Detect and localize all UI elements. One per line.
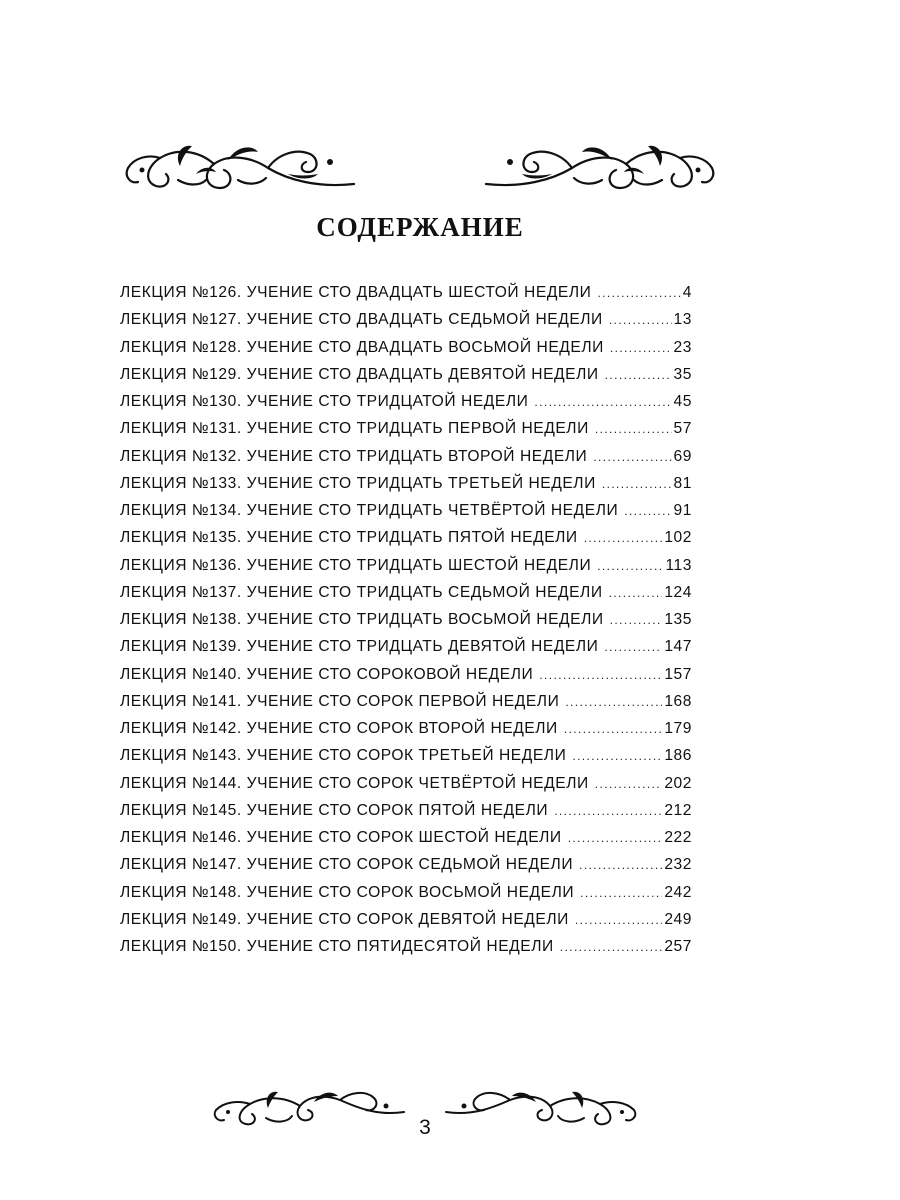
toc-dot-leader [560, 940, 663, 954]
toc-entry-label: ЛЕКЦИЯ №150. УЧЕНИЕ СТО ПЯТИДЕСЯТОЙ НЕДЕЛИ [120, 938, 554, 955]
toc-entry-page: 81 [673, 474, 692, 492]
toc-dot-leader [579, 858, 662, 872]
toc-entry [120, 720, 692, 747]
toc-entry-label: ЛЕКЦИЯ №133. УЧЕНИЕ СТО ТРИДЦАТЬ ТРЕТЬЕЙ НЕДЕЛИ [120, 474, 596, 492]
toc-dot-leader [572, 749, 662, 763]
toc-dot-leader [593, 450, 671, 464]
toc-entry [120, 666, 692, 693]
toc-entry-page: 4 [682, 284, 692, 301]
toc-entry [120, 911, 692, 938]
toc-entry-page: 179 [664, 720, 692, 737]
toc-entry [120, 448, 692, 475]
toc-entry-page: 242 [664, 883, 692, 901]
flourish-right-icon [442, 1086, 642, 1132]
toc-entry-label: ЛЕКЦИЯ №128. УЧЕНИЕ СТО ДВАДЦАТЬ ВОСЬМОЙ НЕДЕЛИ [120, 338, 604, 356]
toc-entry-label: ЛЕКЦИЯ №136. УЧЕНИЕ СТО ТРИДЦАТЬ ШЕСТОЙ НЕДЕЛИ [120, 556, 592, 574]
toc-entry-page: 35 [673, 365, 692, 383]
flourish-left-icon [118, 140, 358, 200]
toc-entry [120, 638, 692, 665]
toc-entry-page: 57 [673, 420, 692, 438]
toc-entry-label: ЛЕКЦИЯ №146. УЧЕНИЕ СТО СОРОК ШЕСТОЙ НЕДЕЛИ [120, 829, 562, 846]
toc-entry [120, 829, 692, 856]
toc-entry [120, 557, 692, 584]
toc-dot-leader [584, 531, 663, 545]
toc-entry-label: ЛЕКЦИЯ №137. УЧЕНИЕ СТО ТРИДЦАТЬ СЕДЬМОЙ НЕДЕЛИ [120, 583, 603, 601]
toc-entry-label: ЛЕКЦИЯ №143. УЧЕНИЕ СТО СОРОК ТРЕТЬЕЙ НЕДЕЛИ [120, 747, 567, 765]
toc-dot-leader [595, 422, 672, 436]
flourish-right-icon [482, 140, 722, 200]
toc-entry-label: ЛЕКЦИЯ №126. УЧЕНИЕ СТО ДВАДЦАТЬ ШЕСТОЙ НЕДЕЛИ [120, 284, 592, 301]
toc-entry-page: 249 [664, 910, 692, 928]
toc-entry-page: 23 [673, 338, 692, 356]
toc-dot-leader [539, 668, 662, 682]
toc-entry-label: ЛЕКЦИЯ №139. УЧЕНИЕ СТО ТРИДЦАТЬ ДЕВЯТОЙ НЕДЕЛИ [120, 638, 599, 656]
toc-entry-label: ЛЕКЦИЯ №134. УЧЕНИЕ СТО ТРИДЦАТЬ ЧЕТВЁРТОЙ НЕДЕЛИ [120, 502, 619, 519]
toc-entry-label: ЛЕКЦИЯ №129. УЧЕНИЕ СТО ДВАДЦАТЬ ДЕВЯТОЙ НЕДЕЛИ [120, 365, 599, 383]
toc-dot-leader [597, 286, 680, 300]
toc-entry-page: 124 [664, 583, 692, 601]
toc-entry-page: 135 [664, 611, 692, 628]
toc-entry-page: 232 [664, 856, 692, 874]
toc-entry-label: ЛЕКЦИЯ №142. УЧЕНИЕ СТО СОРОК ВТОРОЙ НЕДЕЛИ [120, 720, 558, 737]
toc-entry-label: ЛЕКЦИЯ №147. УЧЕНИЕ СТО СОРОК СЕДЬМОЙ НЕДЕЛИ [120, 856, 574, 874]
flourish-left-icon [208, 1086, 408, 1132]
toc-entry [120, 393, 692, 420]
toc-entry-page: 186 [664, 747, 692, 765]
toc-dot-leader [554, 804, 662, 818]
page-title: СОДЕРЖАНИЕ [316, 212, 524, 242]
toc-entry-label: ЛЕКЦИЯ №132. УЧЕНИЕ СТО ТРИДЦАТЬ ВТОРОЙ НЕДЕЛИ [120, 447, 588, 465]
toc-entry-page: 45 [673, 393, 692, 410]
toc-dot-leader [609, 586, 663, 600]
toc-entry [120, 747, 692, 774]
toc-entry-label: ЛЕКЦИЯ №144. УЧЕНИЕ СТО СОРОК ЧЕТВЁРТОЙ НЕДЕЛИ [120, 774, 589, 792]
toc-entry [120, 938, 692, 965]
toc-dot-leader [609, 313, 672, 327]
toc-entry-page: 222 [664, 829, 692, 846]
toc-entry-page: 102 [664, 529, 692, 547]
toc-dot-leader [597, 559, 663, 573]
toc-entry-label: ЛЕКЦИЯ №149. УЧЕНИЕ СТО СОРОК ДЕВЯТОЙ НЕДЕЛИ [120, 910, 569, 928]
toc-entry [120, 693, 692, 720]
toc-entry [120, 529, 692, 556]
page-number: 3 [419, 1116, 431, 1139]
toc-entry-page: 202 [664, 774, 692, 792]
toc-dot-leader [610, 341, 672, 355]
toc-entry [120, 311, 692, 338]
toc-entry [120, 584, 692, 611]
toc-entry-label: ЛЕКЦИЯ №148. УЧЕНИЕ СТО СОРОК ВОСЬМОЙ НЕДЕЛИ [120, 883, 575, 901]
toc-entry [120, 775, 692, 802]
toc-entry-page: 168 [664, 692, 692, 710]
toc-entry [120, 284, 692, 311]
table-of-contents [120, 284, 692, 965]
toc-entry [120, 502, 692, 529]
toc-entry-page: 257 [664, 938, 692, 955]
toc-entry-page: 212 [664, 801, 692, 819]
toc-entry-page: 91 [673, 502, 692, 519]
toc-dot-leader [602, 477, 672, 491]
toc-dot-leader [564, 722, 663, 736]
toc-entry-page: 157 [664, 665, 692, 683]
toc-entry-page: 69 [673, 447, 692, 465]
toc-entry-label: ЛЕКЦИЯ №135. УЧЕНИЕ СТО ТРИДЦАТЬ ПЯТОЙ НЕДЕЛИ [120, 529, 578, 547]
toc-entry-page: 13 [673, 311, 692, 329]
toc-dot-leader [610, 613, 663, 627]
toc-dot-leader [595, 777, 663, 791]
toc-entry-label: ЛЕКЦИЯ №127. УЧЕНИЕ СТО ДВАДЦАТЬ СЕДЬМОЙ НЕДЕЛИ [120, 311, 603, 329]
toc-entry [120, 611, 692, 638]
toc-entry [120, 856, 692, 883]
toc-dot-leader [565, 695, 662, 709]
toc-entry [120, 802, 692, 829]
toc-entry-page: 147 [664, 638, 692, 656]
toc-dot-leader [604, 640, 662, 654]
toc-entry-label: ЛЕКЦИЯ №130. УЧЕНИЕ СТО ТРИДЦАТОЙ НЕДЕЛИ [120, 393, 529, 410]
toc-dot-leader [605, 368, 672, 382]
toc-entry-label: ЛЕКЦИЯ №138. УЧЕНИЕ СТО ТРИДЦАТЬ ВОСЬМОЙ НЕДЕЛИ [120, 611, 604, 628]
toc-dot-leader [534, 395, 671, 409]
toc-entry-page: 113 [665, 556, 692, 574]
toc-entry-label: ЛЕКЦИЯ №141. УЧЕНИЕ СТО СОРОК ПЕРВОЙ НЕДЕЛИ [120, 692, 560, 710]
toc-entry-label: ЛЕКЦИЯ №145. УЧЕНИЕ СТО СОРОК ПЯТОЙ НЕДЕЛИ [120, 801, 549, 819]
toc-dot-leader [624, 504, 671, 518]
toc-entry-label: ЛЕКЦИЯ №131. УЧЕНИЕ СТО ТРИДЦАТЬ ПЕРВОЙ НЕДЕЛИ [120, 420, 589, 438]
toc-entry [120, 339, 692, 366]
toc-dot-leader [580, 886, 662, 900]
toc-entry [120, 420, 692, 447]
toc-dot-leader [575, 913, 662, 927]
toc-dot-leader [568, 831, 663, 845]
toc-entry-label: ЛЕКЦИЯ №140. УЧЕНИЕ СТО СОРОКОВОЙ НЕДЕЛИ [120, 665, 534, 683]
toc-entry [120, 884, 692, 911]
toc-entry [120, 366, 692, 393]
toc-entry [120, 475, 692, 502]
